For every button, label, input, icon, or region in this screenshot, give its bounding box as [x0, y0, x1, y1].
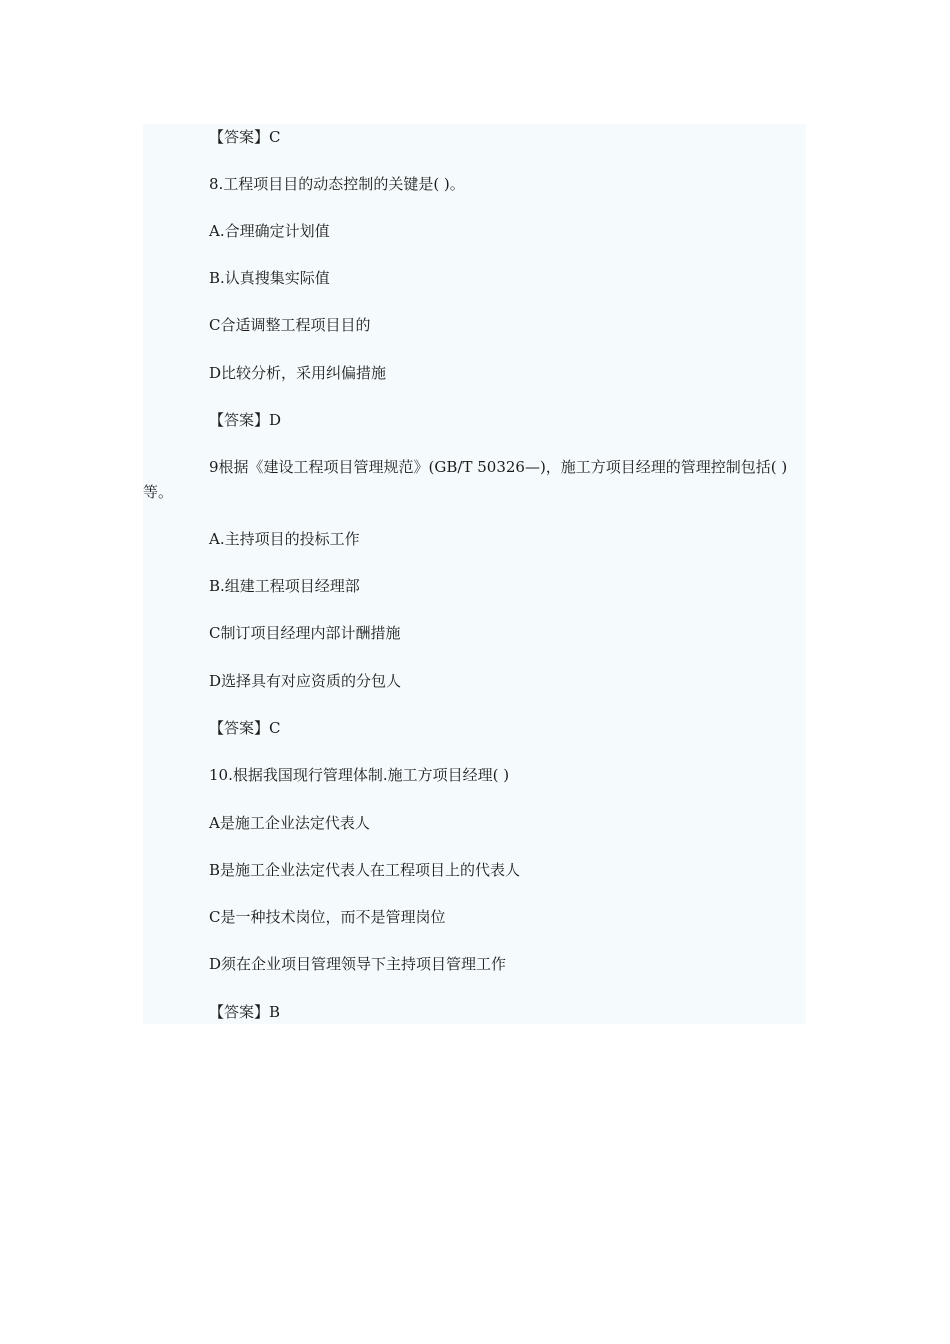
option-d: D比较分析，采用纠偏措施 [209, 364, 387, 382]
answer-line: 【答案】B [209, 1003, 281, 1021]
answer-line: 【答案】C [209, 719, 281, 737]
option-a: A.主持项目的投标工作 [209, 530, 360, 548]
option-b: B是施工企业法定代表人在工程项目上的代表人 [209, 861, 521, 879]
question-10: 10.根据我国现行管理体制.施工方项目经理( ) [209, 766, 510, 784]
option-c: C是一种技术岗位，而不是管理岗位 [209, 908, 446, 926]
option-b: B.认真搜集实际值 [209, 269, 330, 287]
question-9: 9根据《建设工程项目管理规范》(GB/T 50326—)，施工方项目经理的管理控制包括( )等。 [143, 458, 788, 501]
document-content [143, 124, 806, 1024]
option-a: A是施工企业法定代表人 [209, 814, 370, 832]
option-d: D选择具有对应资质的分包人 [209, 672, 402, 690]
option-d: D须在企业项目管理领导下主持项目管理工作 [209, 955, 507, 973]
answer-line: 【答案】D [209, 411, 282, 429]
question-8: 8.工程项目目的动态控制的关键是( )。 [209, 175, 465, 193]
answer-line: 【答案】C [209, 128, 281, 146]
option-c: C合适调整工程项目目的 [209, 316, 371, 334]
option-a: A.合理确定计划值 [209, 222, 330, 240]
option-c: C制订项目经理内部计酬措施 [209, 624, 401, 642]
option-b: B.组建工程项目经理部 [209, 577, 360, 595]
